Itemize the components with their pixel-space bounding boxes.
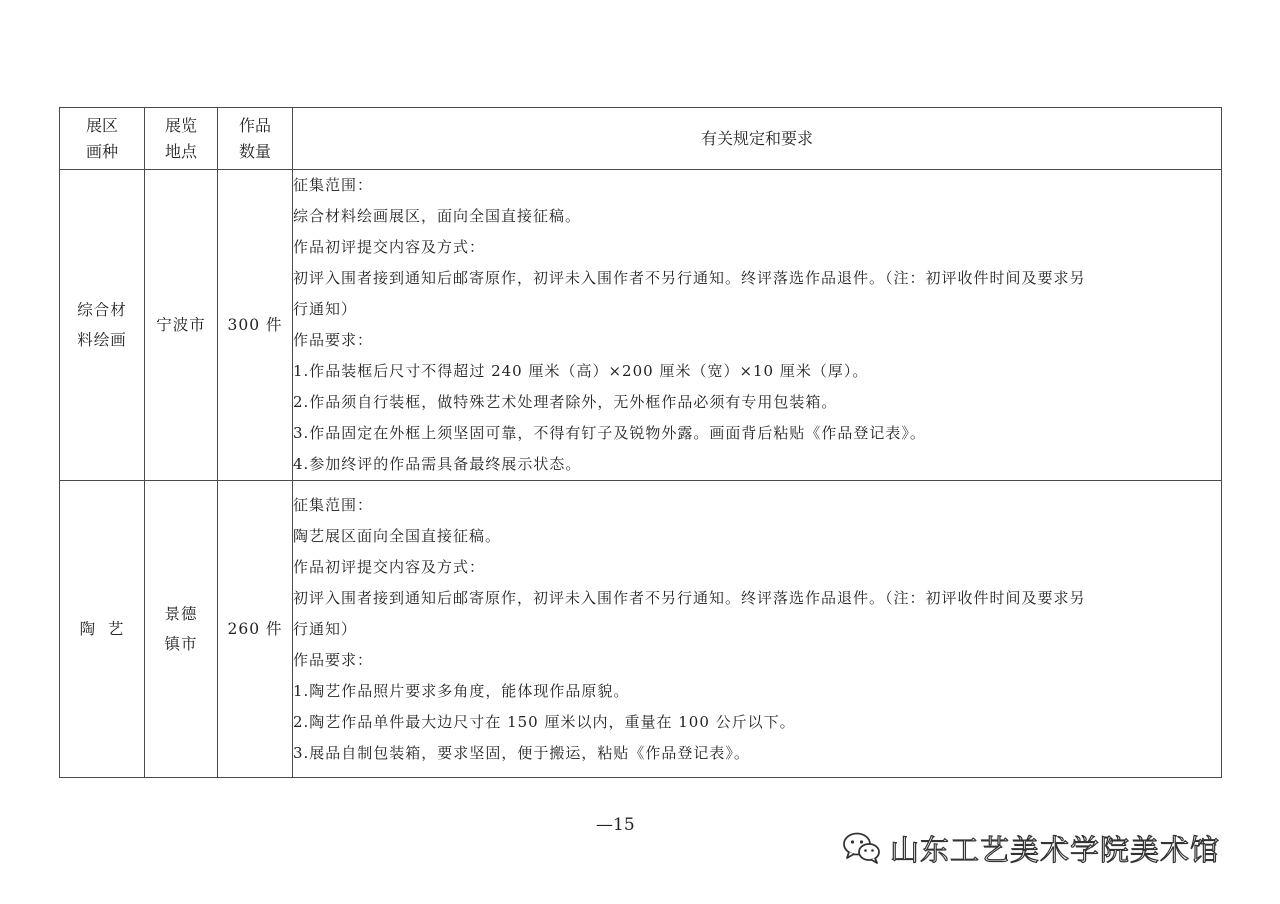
rule-line: 行通知） [293, 300, 358, 318]
rule-line: 3.作品固定在外框上须坚固可靠，不得有钉子及锐物外露。画面背后粘贴《作品登记表》。 [293, 424, 926, 442]
page-number: —15 [596, 815, 635, 835]
rules-cell [293, 170, 1222, 481]
rule-line: 作品要求： [293, 331, 374, 349]
table-row [60, 170, 1222, 481]
rule-line: 2.作品须自行装框，做特殊艺术处理者除外，无外框作品必须有专用包装箱。 [293, 393, 838, 411]
location-cell: 景德 镇市 [145, 481, 218, 778]
rule-line: 征集范围： [293, 495, 374, 514]
header-location: 展览 地点 [145, 108, 218, 170]
rule-line: 初评入围者接到通知后邮寄原作，初评未入围作者不另行通知。终评落选作品退件。（注：初评收件时间及要求另 [293, 588, 1086, 607]
rules-table [59, 107, 1222, 778]
location-cell: 宁波市 [145, 170, 218, 481]
rule-line: 征集范围： [293, 176, 374, 194]
rule-line: 陶艺展区面向全国直接征稿。 [293, 526, 502, 545]
rule-line: 1.陶艺作品照片要求多角度，能体现作品原貌。 [293, 681, 630, 700]
watermark-text: 山东工艺美术学院美术馆 [890, 832, 1221, 867]
rules-cell [293, 481, 1222, 778]
count-cell: 260 件 [218, 481, 293, 778]
header-count: 作品 数量 [218, 108, 293, 170]
rule-line: 1.作品装框后尺寸不得超过 240 厘米（高）×200 厘米（宽）×10 厘米（厚）。 [293, 362, 869, 380]
rule-line: 初评入围者接到通知后邮寄原作，初评未入围作者不另行通知。终评落选作品退件。（注：初评收件时间及要求另 [293, 269, 1086, 287]
rule-line: 作品初评提交内容及方式： [293, 238, 486, 256]
header-rules: 有关规定和要求 [293, 108, 1222, 170]
rule-line: 综合材料绘画展区，面向全国直接征稿。 [293, 207, 582, 225]
rule-line: 4.参加终评的作品需具备最终展示状态。 [293, 455, 582, 473]
rule-line: 作品要求： [293, 650, 374, 669]
header-category: 展区 画种 [60, 108, 145, 170]
rule-line: 作品初评提交内容及方式： [293, 557, 486, 576]
table-row [60, 481, 1222, 778]
rule-line: 2.陶艺作品单件最大边尺寸在 150 厘米以内，重量在 100 公斤以下。 [293, 712, 796, 731]
category-cell: 陶 艺 [60, 481, 145, 778]
header-row [60, 108, 1222, 170]
watermark [842, 828, 1220, 868]
count-cell: 300 件 [218, 170, 293, 481]
rule-line: 3.展品自制包装箱，要求坚固，便于搬运，粘贴《作品登记表》。 [293, 743, 750, 762]
category-cell: 综合材 料绘画 [60, 170, 145, 481]
wechat-icon [842, 831, 882, 865]
rule-line: 行通知） [293, 619, 358, 638]
